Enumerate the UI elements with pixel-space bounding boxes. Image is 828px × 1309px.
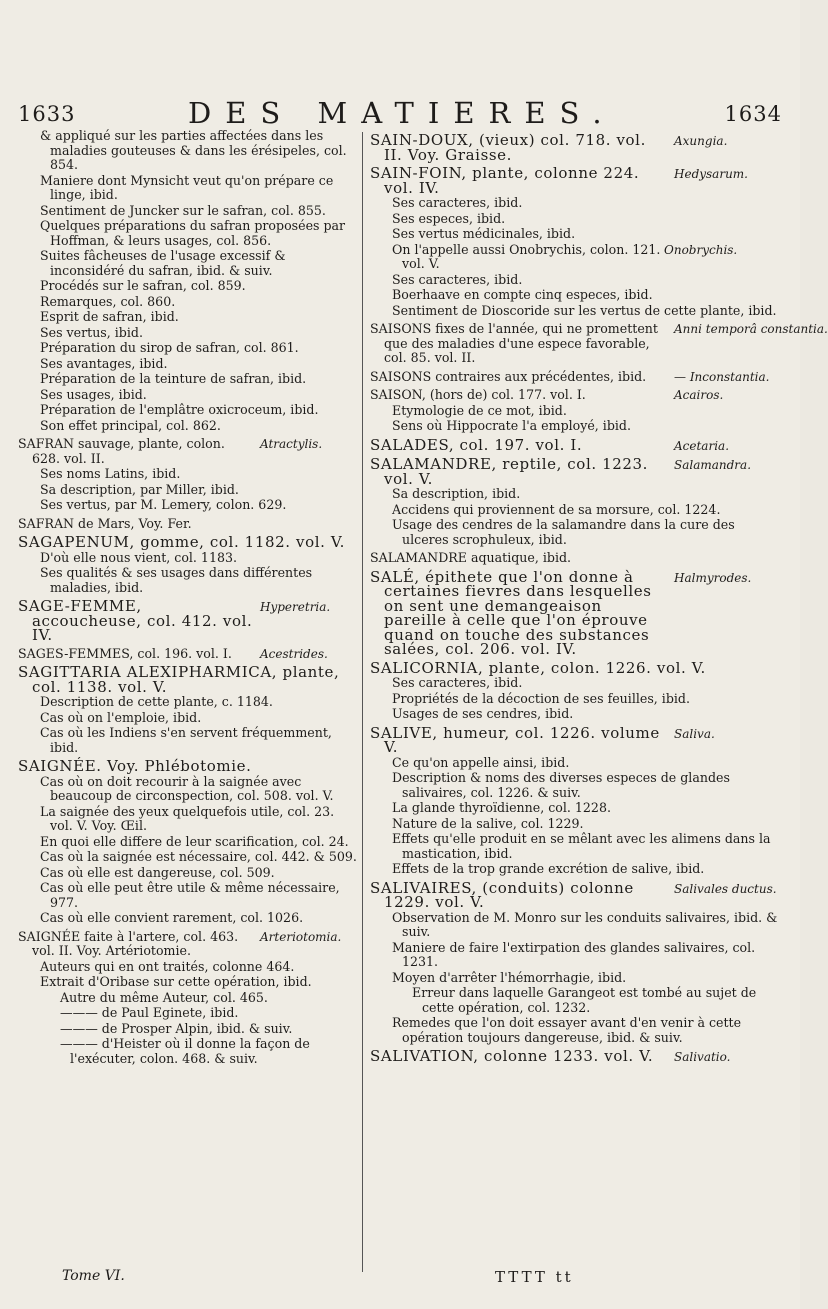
entry-text: SAGAPENUM, gomme, col. 1182. vol. V. bbox=[18, 533, 346, 551]
entry-text: SAFRAN sauvage, plante, colon. 628. vol. II. bbox=[18, 436, 225, 466]
entry-text: SAIGNÉE. Voy. Phlébotomie. bbox=[18, 757, 252, 775]
index-entry bbox=[18, 1006, 358, 1021]
index-entry bbox=[18, 551, 358, 566]
entry-text: Ses caracteres, ibid. bbox=[392, 271, 523, 287]
entry-text: Propriétés de la décoction de ses feuilles, ibid. bbox=[392, 690, 690, 706]
entry-text: Maniere dont Mynsicht veut qu'on prépare ce linge, ibid. bbox=[40, 172, 334, 202]
entry-text: Erreur dans laquelle Garangeot est tombé au sujet de cette opération, col. 1232. bbox=[412, 985, 757, 1015]
entry-text: Ses vertus médicinales, ibid. bbox=[392, 226, 576, 241]
index-entry bbox=[370, 196, 782, 211]
page-title: DES MATIERES. bbox=[188, 96, 616, 130]
entry-text: Description & noms des diverses especes de glandes salivaires, col. 1226. & suiv. bbox=[392, 770, 730, 800]
index-entry bbox=[18, 726, 358, 755]
index-entry bbox=[370, 487, 782, 502]
entry-text: Cas où elle peut être utile & même nécessaire, 977. bbox=[40, 880, 340, 910]
entry-text: Sentiment de Dioscoride sur les vertus de cette plante, ibid. bbox=[392, 302, 777, 318]
latin-margin-term: Hedysarum. bbox=[674, 167, 748, 181]
index-entry bbox=[18, 665, 358, 694]
latin-margin-term: Salamandra. bbox=[674, 458, 752, 472]
entry-text: D'où elle nous vient, col. 1183. bbox=[40, 549, 237, 565]
index-entry bbox=[370, 404, 782, 419]
latin-margin-term: Axungia. bbox=[674, 134, 728, 148]
index-entry bbox=[18, 599, 358, 643]
entry-text: Ses especes, ibid. bbox=[392, 210, 506, 226]
entry-text: Cas où on doit recourir à la saignée avec beaucoup de circonspection, col. 508. vol. V. bbox=[40, 773, 334, 803]
entry-text: Ses vertus, par M. Lemery, colon. 629. bbox=[40, 497, 287, 512]
index-entry bbox=[370, 817, 782, 832]
index-entry bbox=[370, 658, 782, 677]
index-entry bbox=[370, 419, 782, 434]
index-entry bbox=[370, 551, 782, 566]
latin-margin-term: Salivales ductus. bbox=[674, 881, 777, 896]
index-entry bbox=[18, 326, 358, 341]
entry-text: Ce qu'on appelle ainsi, ibid. bbox=[392, 754, 570, 770]
index-entry bbox=[370, 166, 782, 195]
entry-text: Sa description, ibid. bbox=[392, 486, 521, 501]
index-entry bbox=[370, 227, 782, 242]
entry-text: SALIVATION, colonne 1233. vol. V. bbox=[370, 1047, 654, 1065]
entry-text: Usage des cendres de la salamandre dans la cure des ulceres scrophuleux, ibid. bbox=[392, 517, 735, 547]
entry-text: ——— de Paul Eginete, ibid. bbox=[60, 1005, 239, 1020]
entry-text: Esprit de safran, ibid. bbox=[40, 309, 179, 324]
entry-text: Cas où elle est dangereuse, col. 509. bbox=[40, 864, 275, 880]
index-entry bbox=[18, 1022, 358, 1037]
entry-text: Suites fâcheuses de l'usage excessif & inconsidéré du safran, ibid. & suiv. bbox=[40, 248, 286, 278]
entry-text: SALIVAIRES, (conduits) colonne 1229. vol. V. bbox=[370, 878, 634, 911]
index-entry bbox=[370, 1049, 782, 1065]
entry-text: SALICORNIA, plante, colon. 1226. vol. V. bbox=[370, 658, 706, 677]
right-column bbox=[370, 129, 828, 1066]
index-entry bbox=[18, 219, 358, 248]
entry-text: Ses caracteres, ibid. bbox=[392, 195, 523, 210]
entry-text: Ses caracteres, ibid. bbox=[392, 675, 523, 690]
entry-text: SAISON, (hors de) col. 177. vol. I. bbox=[370, 387, 586, 402]
index-entry bbox=[370, 911, 782, 940]
entry-text: SAISONS fixes de l'année, qui ne promettent que des maladies d'une espece favorable, col. 85. vol. II. bbox=[370, 321, 658, 365]
entry-text: SAIN-FOIN, plante, colonne 224. vol. IV. bbox=[370, 164, 640, 197]
index-entry bbox=[18, 759, 358, 774]
entry-text: SAIGNÉE faite à l'artere, col. 463. vol. II. Voy. Artériotomie. bbox=[18, 928, 239, 958]
index-entry bbox=[370, 832, 782, 861]
index-entry bbox=[18, 372, 358, 387]
index-entry bbox=[18, 204, 358, 219]
index-entry bbox=[18, 805, 358, 834]
entry-text: Quelques préparations du safran proposées par Hoffman, & leurs usages, col. 856. bbox=[40, 218, 346, 248]
index-entry bbox=[18, 1037, 358, 1066]
entry-text: Ses usages, ibid. bbox=[40, 386, 147, 402]
entry-text: Nature de la salive, col. 1229. bbox=[392, 815, 584, 831]
index-entry bbox=[370, 941, 782, 970]
entry-text: Moyen d'arrêter l'hémorrhagie, ibid. bbox=[392, 969, 627, 985]
index-entry bbox=[18, 930, 358, 959]
entry-text: Cas où les Indiens s'en servent fréquemment, ibid. bbox=[40, 725, 332, 755]
index-entry bbox=[18, 866, 358, 881]
entry-text: La glande thyroïdienne, col. 1228. bbox=[392, 800, 611, 815]
index-entry bbox=[370, 503, 782, 518]
latin-margin-term: — Inconstantia. bbox=[674, 369, 770, 384]
page-number-left: 1633 bbox=[18, 102, 76, 126]
entry-text: Sa description, par Miller, ibid. bbox=[40, 481, 239, 497]
entry-text: Sentiment de Juncker sur le safran, col. 855. bbox=[40, 202, 326, 218]
entry-text: SAGITTARIA ALEXIPHARMICA, plante, col. 1138. vol. V. bbox=[18, 663, 340, 696]
index-entry bbox=[18, 357, 358, 372]
index-entry bbox=[370, 273, 782, 288]
page-number-right: 1634 bbox=[724, 102, 782, 126]
entry-text: & appliqué sur les parties affectées dans les maladies gouteuses & dans les érésipeles, col. 854. bbox=[40, 128, 347, 172]
entry-text: Procédés sur le safran, col. 859. bbox=[40, 278, 246, 293]
entry-text: Son effet principal, col. 862. bbox=[40, 417, 221, 433]
index-entry bbox=[370, 321, 828, 366]
index-entry bbox=[370, 692, 782, 707]
entry-text: Préparation de l'emplâtre oxicroceum, ibid. bbox=[40, 402, 319, 417]
entry-text: Remarques, col. 860. bbox=[40, 293, 176, 309]
entry-text: Cas où la saignée est nécessaire, col. 442. & 509. bbox=[40, 849, 357, 864]
index-entry bbox=[370, 133, 782, 162]
index-entry bbox=[18, 279, 358, 294]
entry-text: Autre du même Auteur, col. 465. bbox=[60, 989, 268, 1005]
index-entry bbox=[370, 771, 782, 800]
index-entry bbox=[18, 566, 358, 595]
index-entry bbox=[18, 647, 358, 662]
page-header bbox=[18, 96, 782, 128]
entry-text: En quoi elle differe de leur scarification, col. 24. bbox=[40, 833, 349, 849]
index-entry bbox=[18, 517, 358, 532]
index-entry bbox=[370, 707, 782, 722]
latin-margin-term: Arteriotomia. bbox=[260, 929, 342, 944]
entry-text: Préparation du sirop de safran, col. 861. bbox=[40, 340, 299, 355]
index-entry bbox=[370, 243, 782, 272]
entry-text: On l'appelle aussi Onobrychis, colon. 121. vol. V. bbox=[392, 241, 661, 271]
entry-text: ——— de Prosper Alpin, ibid. & suiv. bbox=[60, 1020, 293, 1036]
index-entry bbox=[370, 1016, 782, 1045]
entry-text: Etymologie de ce mot, ibid. bbox=[392, 402, 567, 418]
index-entry bbox=[370, 288, 782, 303]
index-entry bbox=[370, 986, 782, 1015]
latin-margin-term: Anni temporâ constantia. bbox=[674, 322, 828, 336]
index-entry bbox=[18, 388, 358, 403]
entry-text: SALADES, col. 197. vol. I. bbox=[370, 435, 583, 454]
entry-text: SAGES-FEMMES, col. 196. vol. I. bbox=[18, 645, 232, 661]
index-entry bbox=[18, 695, 358, 710]
entry-text: SAFRAN de Mars, Voy. Fer. bbox=[18, 515, 192, 531]
entry-text: Observation de M. Monro sur les conduits salivaires, ibid. & suiv. bbox=[392, 909, 778, 939]
index-entry bbox=[18, 341, 358, 356]
entry-text: Description de cette plante, c. 1184. bbox=[40, 694, 273, 709]
index-entry bbox=[18, 835, 358, 850]
entry-text: SALÉ, épithete que l'on donne à certaines fievres dans lesquelles on sent une demangeaison pareille à celle que l'on éprouve quand on touche des substances salées, col. 206. vol. IV. bbox=[370, 567, 652, 658]
entry-text: Auteurs qui en ont traités, colonne 464. bbox=[40, 958, 295, 974]
index-entry bbox=[18, 419, 358, 434]
latin-margin-term: Atractylis. bbox=[260, 437, 323, 451]
entry-text: Effets qu'elle produit en se mêlant avec les alimens dans la mastication, ibid. bbox=[392, 831, 771, 861]
index-entry bbox=[370, 304, 782, 319]
index-entry bbox=[18, 850, 358, 865]
index-entry bbox=[18, 535, 358, 550]
index-entry bbox=[18, 467, 358, 482]
entry-text: Maniere de faire l'extirpation des glandes salivaires, col. 1231. bbox=[392, 939, 756, 969]
index-entry bbox=[18, 129, 358, 173]
index-entry bbox=[370, 435, 782, 454]
entry-text: SALIVE, humeur, col. 1226. volume V. bbox=[370, 723, 660, 756]
entry-text: Ses avantages, ibid. bbox=[40, 355, 168, 371]
entry-text: La saignée des yeux quelquefois utile, col. 23. vol. V. Voy. Œil. bbox=[40, 803, 335, 833]
index-entry bbox=[370, 388, 782, 403]
latin-margin-term: Acetaria. bbox=[674, 438, 730, 453]
entry-text: Cas où elle convient rarement, col. 1026. bbox=[40, 910, 304, 925]
entry-text: SALAMANDRE, reptile, col. 1223. vol. V. bbox=[370, 455, 649, 488]
index-entry bbox=[18, 881, 358, 910]
entry-text: Ses qualités & ses usages dans différentes maladies, ibid. bbox=[40, 565, 313, 595]
entry-text: Cas où on l'emploie, ibid. bbox=[40, 709, 202, 725]
index-entry bbox=[18, 960, 358, 975]
left-column bbox=[18, 129, 358, 1067]
entry-text: ——— d'Heister où il donne la façon de l'exécuter, colon. 468. & suiv. bbox=[60, 1036, 310, 1066]
index-entry bbox=[18, 174, 358, 203]
entry-text: Usages de ses cendres, ibid. bbox=[392, 706, 574, 721]
entry-text: SAIN-DOUX, (vieux) col. 718. vol. II. Voy. Graisse. bbox=[370, 131, 646, 164]
entry-text: Préparation de la teinture de safran, ibid. bbox=[40, 371, 307, 386]
index-entry bbox=[370, 457, 782, 486]
index-entry bbox=[18, 991, 358, 1006]
latin-margin-term: Saliva. bbox=[674, 726, 715, 741]
entry-text: Sens où Hippocrate l'a employé, ibid. bbox=[392, 418, 631, 433]
latin-margin-term: Salivatio. bbox=[674, 1050, 731, 1064]
index-entry bbox=[18, 249, 358, 278]
entry-text: SAISONS contraires aux précédentes, ibid. bbox=[370, 368, 647, 384]
latin-margin-term: Acestrides. bbox=[260, 646, 328, 661]
latin-margin-term: Acairos. bbox=[674, 388, 724, 402]
entry-text: Ses vertus, ibid. bbox=[40, 324, 143, 340]
index-entry bbox=[370, 878, 782, 911]
index-entry bbox=[370, 756, 782, 771]
entry-text: Accidens qui proviennent de sa morsure, col. 1224. bbox=[392, 501, 721, 517]
signature-mark: TTTT tt bbox=[495, 1268, 574, 1286]
index-entry bbox=[370, 676, 782, 691]
entry-text: Remedes que l'on doit essayer avant d'en venir à cette opération toujours dangereuse, ibid. & suiv. bbox=[392, 1015, 742, 1045]
entry-text: Boerhaave en compte cinq especes, ibid. bbox=[392, 287, 653, 302]
entry-text: Extrait d'Oribase sur cette opération, ibid. bbox=[40, 974, 312, 989]
index-entry bbox=[370, 567, 782, 658]
latin-margin-term: Hyperetria. bbox=[260, 600, 331, 614]
index-entry bbox=[370, 723, 782, 756]
index-entry bbox=[18, 310, 358, 325]
index-entry bbox=[18, 975, 358, 990]
index-entry bbox=[18, 295, 358, 310]
index-entry bbox=[18, 775, 358, 804]
index-entry bbox=[18, 483, 358, 498]
index-entry bbox=[370, 862, 782, 877]
latin-margin-term: Onobrychis. bbox=[664, 242, 738, 257]
entry-text: SALAMANDRE aquatique, ibid. bbox=[370, 550, 572, 565]
index-entry bbox=[18, 403, 358, 418]
latin-margin-term: Halmyrodes. bbox=[674, 570, 752, 585]
index-entry bbox=[370, 212, 782, 227]
index-entry bbox=[370, 370, 782, 385]
index-entry bbox=[370, 518, 782, 547]
entry-text: SAGE-FEMME, accoucheuse, col. 412. vol. IV. bbox=[18, 597, 253, 644]
entry-text: Effets de la trop grande excrétion de salive, ibid. bbox=[392, 861, 705, 876]
index-entry bbox=[370, 801, 782, 816]
volume-footer: Tome VI. bbox=[62, 1268, 125, 1284]
index-entry bbox=[18, 911, 358, 926]
index-entry bbox=[370, 971, 782, 986]
index-entry bbox=[18, 711, 358, 726]
entry-text: Ses noms Latins, ibid. bbox=[40, 466, 181, 481]
index-entry bbox=[18, 498, 358, 513]
index-entry bbox=[18, 437, 358, 466]
column-divider bbox=[362, 132, 363, 1272]
